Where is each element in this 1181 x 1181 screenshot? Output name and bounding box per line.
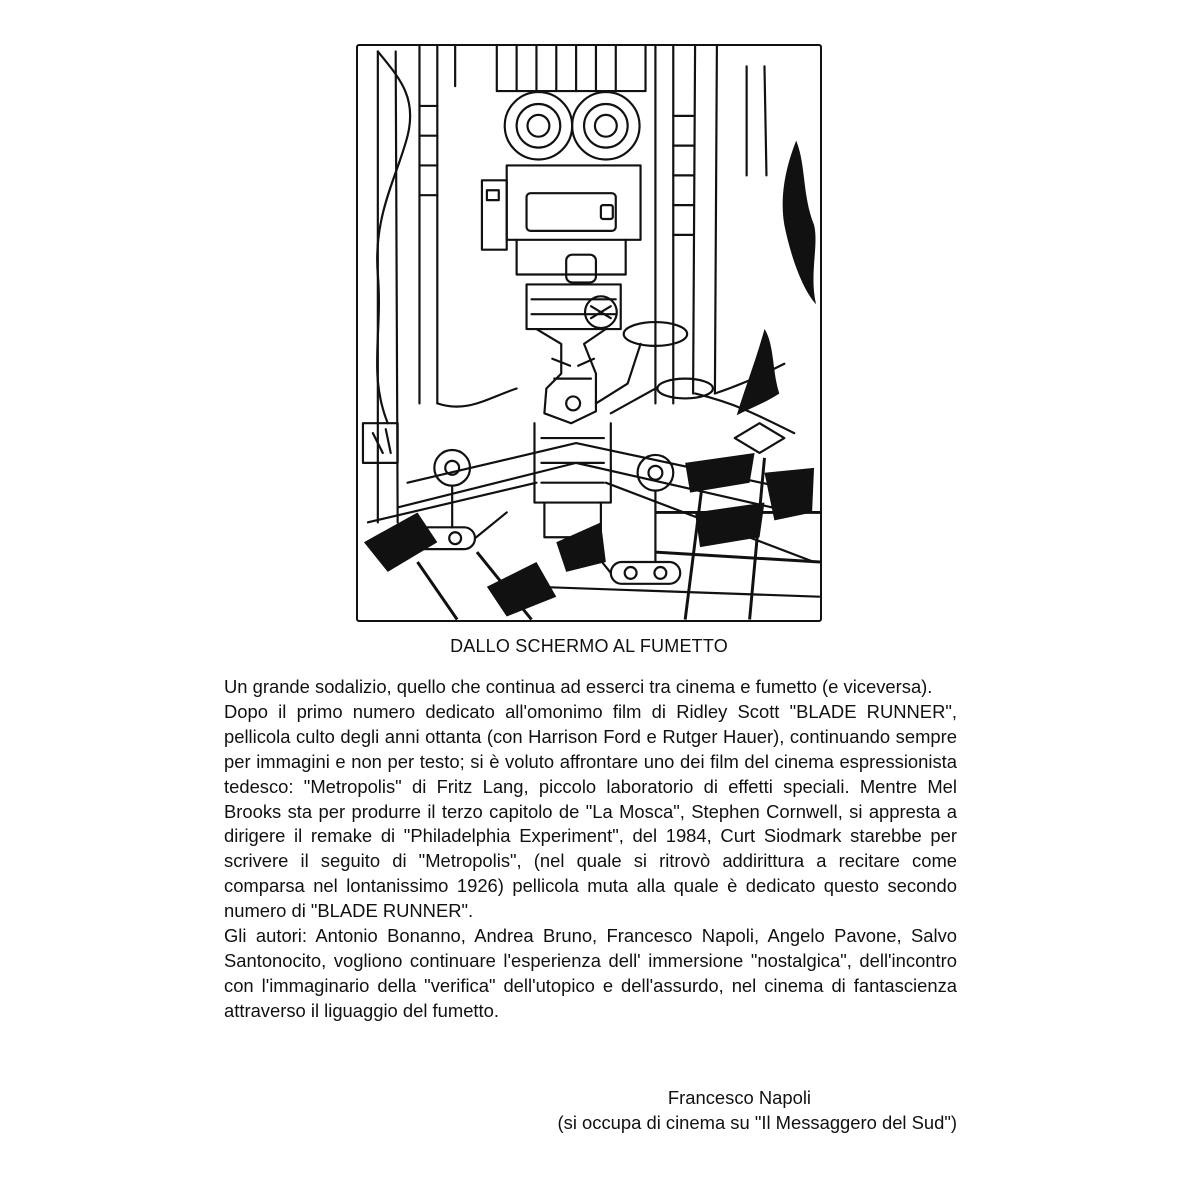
- paragraph-intro: Un grande sodalizio, quello che continua ad esserci tra cinema e fumetto (e viceversa).: [224, 676, 933, 697]
- signature-role: (si occupa di cinema su "Il Messaggero del Sud"): [557, 1112, 957, 1133]
- comic-illustration: [356, 44, 822, 622]
- paragraph-main: Dopo il primo numero dedicato all'omonimo film di Ridley Scott "BLADE RUNNER", pellicola culto degli anni ottanta (con Harrison Ford e Rutger Hauer), continuando sempre per immagini e non per testo; si è voluto affrontare uno dei film del cinema espressionista tedesco: "Metropolis" di Fritz Lang, piccolo laboratorio di effetti speciali. Mentre Mel Brooks sta per produrre il terzo capitolo de "La Mosca", Stephen Cornwell, si appresta a dirigere il remake di "Philadelphia Experiment", del 1984, Curt Siodmark starebbe per scrivere il seguito di "Metropolis", (nel quale si ritrovò addirittura a recitare come comparsa nel lontanissimo 1926) pellicola muta alla quale è dedicato questo secondo numero di "BLADE RUNNER".: [224, 700, 957, 922]
- paragraph-authors: Gli autori: Antonio Bonanno, Andrea Bruno, Francesco Napoli, Angelo Pavone, Salvo Santonocito, vogliono continuare l'esperienza dell' immersione "nostalgica", dell'incontro con l'immaginario della "verifica" dell'utopico e dell'assurdo, nel cinema di fantascienza attraverso il liguaggio del fumetto.: [224, 925, 957, 1021]
- illustration-caption: DALLO SCHERMO AL FUMETTO: [450, 636, 728, 656]
- author-signature: [558, 1085, 957, 1135]
- article-body: [224, 675, 957, 1024]
- robot-machine-drawing: [358, 46, 820, 620]
- signature-name: Francesco Napoli: [667, 1087, 811, 1108]
